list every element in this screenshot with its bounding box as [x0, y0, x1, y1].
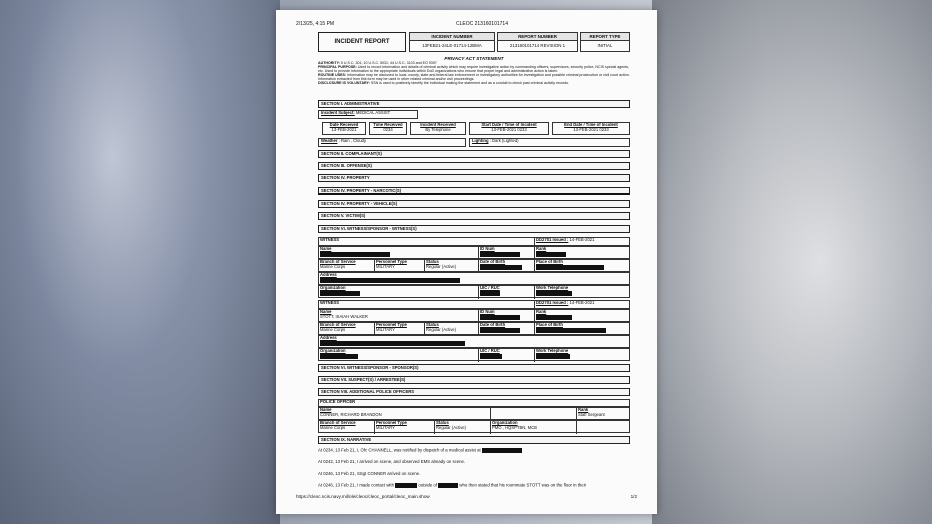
section-vehicles: SECTION IV. PROPERTY - VEHICLE(S) [318, 200, 630, 208]
print-doc-id: CLEOC 213160101714 [456, 21, 508, 27]
section-victims: SECTION V. VICTIM(S) [318, 212, 630, 220]
end-date-time: End Date / Time of Incident 13-FEB-2021 0233 [552, 122, 630, 135]
section-sponsors: SECTION VI. WITNESS/SPONSOR - SPONSOR(S) [318, 364, 630, 372]
section-narcotics: SECTION IV. PROPERTY - NARCOTIC(S) [318, 187, 630, 195]
narrative-line-1: At 0234, 13 Feb 21, I, Ofc CHANNELL, was notified by dispatch of a medical assist at [318, 448, 630, 454]
witness2-name-row: Name STOTT, ISAIAH WALKER ID Num Rank [318, 309, 630, 322]
incident-number: 13FEB21-24LE-01714-12BMA [422, 43, 482, 49]
narrative-line-4: At 0246, 13 Feb 21, I made contact with outside of who then stated that his roommate STOTT was on the floor in their [318, 482, 587, 488]
footer-url: https://cleoc.ncis.navy.mil/ole/cleoc/cleoc_portal/cleoc_main.show [296, 494, 430, 499]
witness2-name: STOTT, ISAIAH WALKER [320, 313, 368, 319]
incident-report-page [276, 10, 657, 514]
report-number: 213160101714 REVISION 1 [509, 43, 566, 49]
report-type-cell: REPORT TYPE INITIAL [580, 32, 630, 52]
time-received: Time Received 0234 [369, 122, 407, 135]
weather: Weather : Rain , Cloudy [318, 138, 466, 147]
print-timestamp: 2/13/25, 4:15 PM [296, 21, 335, 27]
witness2-service-row: Branch of Service Marine Corps Personnel Type MILITARY Status Regular (Active) Date of Birth Place of Birth [318, 322, 630, 335]
officer-header-row: POLICE OFFICER [318, 399, 630, 407]
section-narrative: SECTION IX. NARRATIVE [318, 436, 630, 444]
report-title: INCIDENT REPORT [318, 32, 406, 52]
narrative-line-3: At 0246, 13 Feb 21, SSgt CONNER arrived on scene. [318, 471, 421, 476]
witness1-org-row: Organization UIC / RUC Work Telephone [318, 285, 630, 298]
page-number: 1/2 [630, 494, 637, 499]
report-type: INITIAL [597, 43, 613, 49]
section-offenses: SECTION III. OFFENSE(S) [318, 162, 630, 170]
background-right [652, 0, 932, 524]
narrative-line-2: At 0242, 13 Feb 21, I arrived on scene, and observed EMS already on scene. [318, 459, 466, 464]
report-number-cell: REPORT NUMBER 213160101714 REVISION 1 [497, 32, 578, 52]
officer-name: CONNER, RICHARD BRANDON [320, 411, 382, 417]
incident-subject: Incident Subject: MEDICAL ASSIST [318, 110, 418, 119]
incident-number-cell: INCIDENT NUMBER 13FEB21-24LE-01714-12BMA [409, 32, 495, 52]
section-property: SECTION IV. PROPERTY [318, 174, 630, 182]
section-witnesses: SECTION VI. WITNESS/SPONSOR - WITNESS(S) [318, 225, 630, 233]
witness1-name-row: Name ID Num Rank [318, 246, 630, 259]
witness1-header-row: WITNESS DD2701 Issued : 14-FEB-2021 [318, 237, 630, 246]
section-additional-officers: SECTION VIII. ADDITIONAL POLICE OFFICERS [318, 388, 630, 396]
date-received: Date Received 13-FEB-2021 [322, 122, 366, 135]
section-suspects: SECTION VII. SUSPECT(S) / ARRESTEE(S) [318, 376, 630, 384]
witness2-org-row: Organization UIC / RUC Work Telephone [318, 348, 630, 361]
print-footer [296, 494, 645, 499]
witness2-address-row: Address [318, 335, 630, 348]
privacy-act-statement: PRIVACY ACT STATEMENT AUTHORITY: 5 U.S.C. 301; 10 U.S.C. 5031; 44 U.S.C. 3103 and EO 9397 PRINCIPAL PURPOSE: Used to record information and details of criminal activity which may require investigative action by commanding officers, supervisors, security police, NCIS special agents, etc. Used to provide information to the appropriate individuals within DoD organizations who ensure that proper legal and administrative action is taken. ROUTINE USES: Information may be disclosed to local, county, state and federal law enforcement or investigatory authorities for investigation and possible criminal prosecution or civil court action. Information extracted from this form may be used in other related criminal and/or civil proceedings. DISCLOSURE IS VOLUNTARY: SSN is used to positively identify the individual making the statement and as a conduit to check past criminal activity records. [318, 56, 630, 86]
witness1-service-row: Branch of Service Marine Corps Personnel Type MILITARY Status Regular (Active) Date of Birth Place of Birth [318, 259, 630, 272]
section-complainants: SECTION II. COMPLAINANT(S) [318, 150, 630, 158]
incident-received: Incident Received By Telephone [410, 122, 466, 135]
witness2-header-row: WITNESS DD2701 Issued : 14-FEB-2021 [318, 300, 630, 309]
witness1-address-row: Address [318, 272, 630, 285]
officer-service-row: Branch of Service Marine Corps Personnel Type MILITARY Status Regular (Active) Organization PMO , HQSPTBN, MCB [318, 420, 630, 433]
officer-name-row: Name CONNER, RICHARD BRANDON Rank Staff Sergeant [318, 407, 630, 420]
section-administrative: SECTION I. ADMINISTRATIVE [318, 100, 630, 108]
background-left [0, 0, 280, 524]
start-date-time: Start Date / Time of Incident 13-FEB-2021 0233 [469, 122, 549, 135]
lighting: Lighting : Dark (Lighted) [469, 138, 630, 147]
